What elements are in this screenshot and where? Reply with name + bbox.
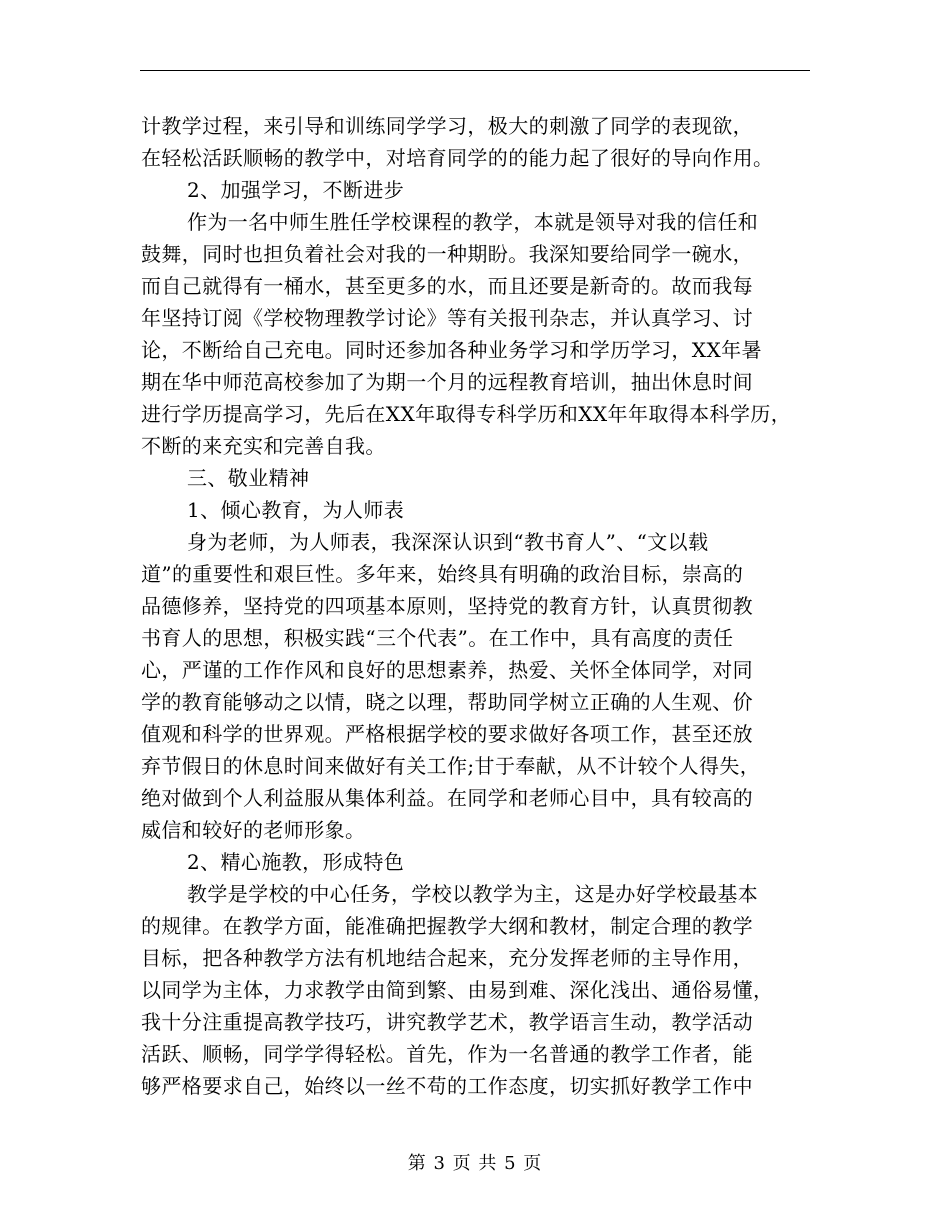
- text-line: 心，严谨的工作作风和良好的思想素养，热爱、关怀全体同学，对同: [141, 658, 753, 682]
- section-heading: 三、敬业精神: [187, 466, 310, 490]
- text-line: 活跃、顺畅，同学学得轻松。首先，作为一名普通的教学工作者，能: [141, 1042, 753, 1066]
- text-line: 期在华中师范高校参加了为期一个月的远程教育培训，抽出休息时间: [141, 370, 753, 394]
- section-heading: 1、倾心教育，为人师表: [187, 498, 405, 522]
- text-line: 够严格要求自己，始终以一丝不苟的工作态度，切实抓好教学工作中: [141, 1074, 753, 1098]
- text-line: 作为一名中师生胜任学校课程的教学，本就是领导对我的信任和: [187, 210, 759, 234]
- text-line: 在轻松活跃顺畅的教学中，对培育同学的的能力起了很好的导向作用。: [141, 146, 774, 170]
- text-line: 年坚持订阅《学校物理教学讨论》等有关报刊杂志，并认真学习、讨: [141, 306, 753, 330]
- text-line: 以同学为主体，力求教学由简到繁、由易到难、深化浅出、通俗易懂，: [141, 978, 774, 1002]
- text-line: 进行学历提高学习，先后在XX年取得专科学历和XX年年取得本科学历，: [141, 402, 792, 426]
- text-line: 计教学过程，来引导和训练同学学习，极大的刺激了同学的表现欲，: [141, 114, 753, 138]
- text-line: 书育人的思想，积极实践“三个代表”。在工作中，具有高度的责任: [141, 626, 734, 650]
- text-line: 教学是学校的中心任务，学校以教学为主，这是办好学校最基本: [187, 882, 759, 906]
- text-line: 的规律。在教学方面，能准确把握教学大纲和教材，制定合理的教学: [141, 914, 753, 938]
- text-line: 学的教育能够动之以情，晓之以理，帮助同学树立正确的人生观、价: [141, 690, 753, 714]
- section-heading: 2、精心施教，形成特色: [187, 850, 405, 874]
- section-heading: 2、加强学习，不断进步: [187, 178, 405, 202]
- text-line: 不断的来充实和完善自我。: [141, 434, 386, 458]
- text-line: 绝对做到个人利益服从集体利益。在同学和老师心目中，具有较高的: [141, 786, 753, 810]
- text-line: 而自己就得有一桶水，甚至更多的水，而且还要是新奇的。故而我每: [141, 274, 753, 298]
- text-line: 品德修养，坚持党的四项基本原则，坚持党的教育方针，认真贯彻教: [141, 594, 753, 618]
- text-line: 值观和科学的世界观。严格根据学校的要求做好各项工作，甚至还放: [141, 722, 753, 746]
- text-line: 论，不断给自己充电。同时还参加各种业务学习和学历学习，XX年暑: [141, 338, 762, 362]
- text-line: 弃节假日的休息时间来做好有关工作;甘于奉献，从不计较个人得失，: [141, 754, 761, 778]
- text-line: 身为老师，为人师表，我深深认识到“教书育人”、“文以载: [187, 530, 709, 554]
- text-line: 道”的重要性和艰巨性。多年来，始终具有明确的政治目标，崇高的: [141, 562, 744, 586]
- text-line: 鼓舞，同时也担负着社会对我的一种期盼。我深知要给同学一碗水，: [141, 242, 753, 266]
- text-line: 我十分注重提高教学技巧，讲究教学艺术，教学语言生动，教学活动: [141, 1010, 753, 1034]
- text-line: 威信和较好的老师形象。: [141, 818, 366, 842]
- page-number-footer: 第 3 页 共 5 页: [407, 1153, 543, 1174]
- text-line: 目标，把各种教学方法有机地结合起来，充分发挥老师的主导作用，: [141, 946, 753, 970]
